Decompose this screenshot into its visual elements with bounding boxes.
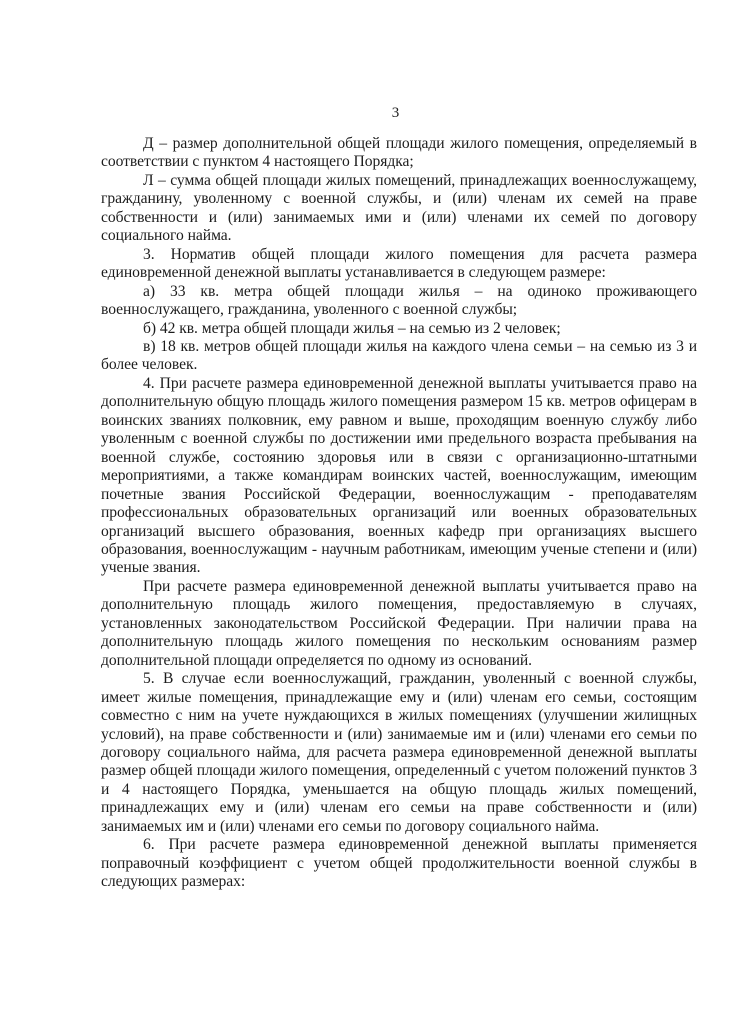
clause-3-item-v: в) 18 кв. метров общей площади жилья на каждого члена семьи – на семью из 3 и более человек. (101, 337, 697, 374)
definition-d: Д – размер дополнительной общей площади жилого помещения, определяемый в соответствии с пунктом 4 настоящего Порядка; (101, 135, 697, 171)
clause-3-item-b: б) 42 кв. метра общей площади жилья – на семью из 2 человек; (143, 319, 561, 337)
clause-4-paragraph-2: При расчете размера единовременной денежной выплаты учитывается право на дополнительную площадь жилого помещения, предоставляемую в случаях, установленных законодательством Российской Федерации. При наличии права на дополнительную площадь жилого помещения по нескольким основаниям размер дополнительной площади определяется по одному из оснований. (101, 577, 697, 669)
page-number: 3 (391, 105, 400, 121)
document-body (101, 135, 697, 892)
clause-6: 6. При расчете размера единовременной денежной выплаты применяется поправочный коэффициент с учетом общей продолжительности военной службы в следующих размерах: (101, 836, 697, 891)
definition-l: Л – сумма общей площади жилых помещений, принадлежащих военнослужащему, гражданину, уволенному с военной службы, и (или) членам их семей на праве собственности и (или) занимаемых ими и (или) членами их семей по договору социального найма. (101, 171, 697, 245)
clause-5: 5. В случае если военнослужащий, гражданин, уволенный с военной службы, имеет жилые помещения, принадлежащие ему и (или) членам его семьи, состоящим совместно с ним на учете нуждающихся в жилых помещениях (улучшении жилищных условий), на праве собственности и (или) занимаемые им и (или) членами его семьи по договору социального найма, для расчета размера единовременной денежной выплаты размер общей площади жилого помещения, определенный с учетом положений пунктов 3 и 4 настоящего Порядка, уменьшается на общую площадь жилых помещений, принадлежащих ему и (или) членам его семьи на праве собственности и (или) занимаемых им и (или) членами его семьи по договору социального найма. (101, 670, 697, 835)
clause-3-item-a: а) 33 кв. метра общей площади жилья – на одиноко проживающего военнослужащего, гражданина, уволенного с военной службы; (101, 282, 697, 319)
clause-4: 4. При расчете размера единовременной денежной выплаты учитывается право на дополнительную общую площадь жилого помещения размером 15 кв. метров офицерам в воинских званиях полковник, ему равном и выше, проходящим военную службу либо уволенным с военной службы по достижении ими предельного возраста пребывания на военной службе, состоянию здоровья или в связи с организационно-штатными мероприятиями, а также командирам воинских частей, военнослужащим, имеющим почетные звания Российской Федерации, военнослужащим - преподавателям профессиональных образовательных организаций или военных образовательных организаций высшего образования, военных кафедр при организациях высшего образования, военнослужащим - научным работникам, имеющим ученые степени и (или) ученые звания. (101, 374, 697, 577)
clause-3: 3. Норматив общей площади жилого помещения для расчета размера единовременной денежной выплаты устанавливается в следующем размере: (101, 245, 697, 282)
